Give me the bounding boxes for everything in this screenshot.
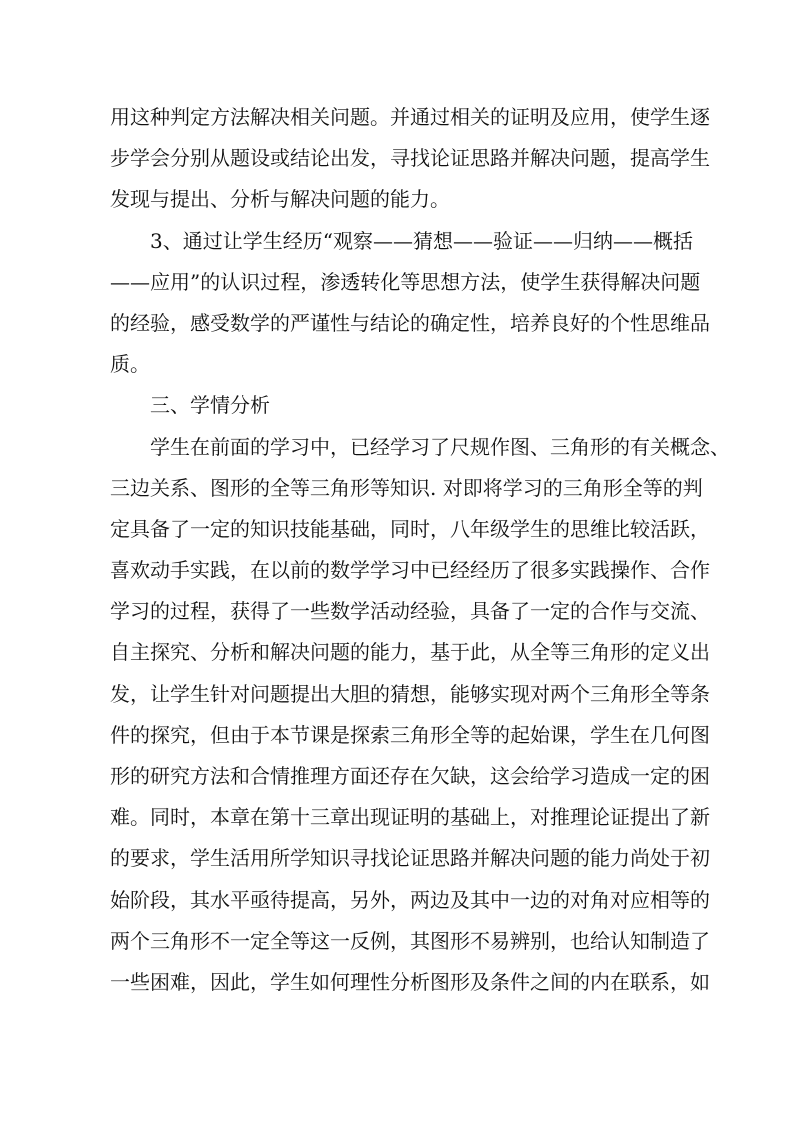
text-line: 3、通过让学生经历“观察——猜想——验证——归纳——概括 — [150, 228, 693, 253]
text-line: 形的研究方法和合情推理方面还存在欠缺，这会给学习造成一定的困 — [110, 764, 710, 788]
text-line: 用这种判定方法解决相关问题。并通过相关的证明及应用，使学生逐 — [110, 105, 710, 129]
document-body — [110, 97, 730, 1003]
text-line: 定具备了一定的知识技能基础，同时，八年级学生的思维比较活跃， — [110, 516, 710, 541]
text-line: 学生在前面的学习中，已经学习了尺规作图、三角形的有关概念、 — [150, 434, 730, 459]
text-line: 的经验，感受数学的严谨性与结论的确定性，培养良好的个性思维品 — [110, 310, 710, 335]
text-line: 始阶段，其水平亟待提高，另外，两边及其中一边的对角对应相等的 — [110, 887, 710, 912]
text-line: 步学会分别从题设或结论出发，寻找论证思路并解决问题，提高学生 — [110, 146, 710, 171]
text-line: 三边关系、图形的全等三角形等知识. 对即将学习的三角形全等的判 — [110, 475, 703, 500]
text-line: 质。 — [110, 352, 150, 377]
text-line: 一些困难，因此，学生如何理性分析图形及条件之间的内在联系，如 — [110, 969, 710, 994]
text-line: ——应用”的认识过程，渗透转化等思想方法，使学生获得解决问题 — [110, 269, 701, 294]
text-line: 件的探究，但由于本节课是探索三角形全等的起始课，学生在几何图 — [110, 722, 710, 747]
section-heading — [110, 385, 688, 426]
text-line: 难。同时，本章在第十三章出现证明的基础上，对推理论证提出了新 — [110, 805, 710, 830]
paragraph-student-analysis — [110, 427, 730, 1004]
text-line: 自主探究、分析和解决问题的能力，基于此，从全等三角形的定义出 — [110, 640, 710, 665]
text-line: 喜欢动手实践，在以前的数学学习中已经经历了很多实践操作、合作 — [110, 558, 710, 583]
text-line: 的要求，学生活用所学知识寻找论证思路并解决问题的能力尚处于初 — [110, 846, 710, 871]
text-line: 两个三角形不一定全等这一反例，其图形不易辨别，也给认知制造了 — [110, 928, 710, 953]
text-line: 学习的过程，获得了一些数学活动经验，具备了一定的合作与交流、 — [110, 599, 710, 624]
paragraph-objective-3 — [110, 221, 710, 386]
text-line: 发现与提出、分析与解决问题的能力。 — [110, 187, 450, 212]
paragraph-continuation — [110, 97, 710, 221]
text-line: 发，让学生针对问题提出大胆的猜想，能够实现对两个三角形全等条 — [110, 681, 710, 706]
heading-line: 三、学情分析 — [150, 393, 270, 418]
